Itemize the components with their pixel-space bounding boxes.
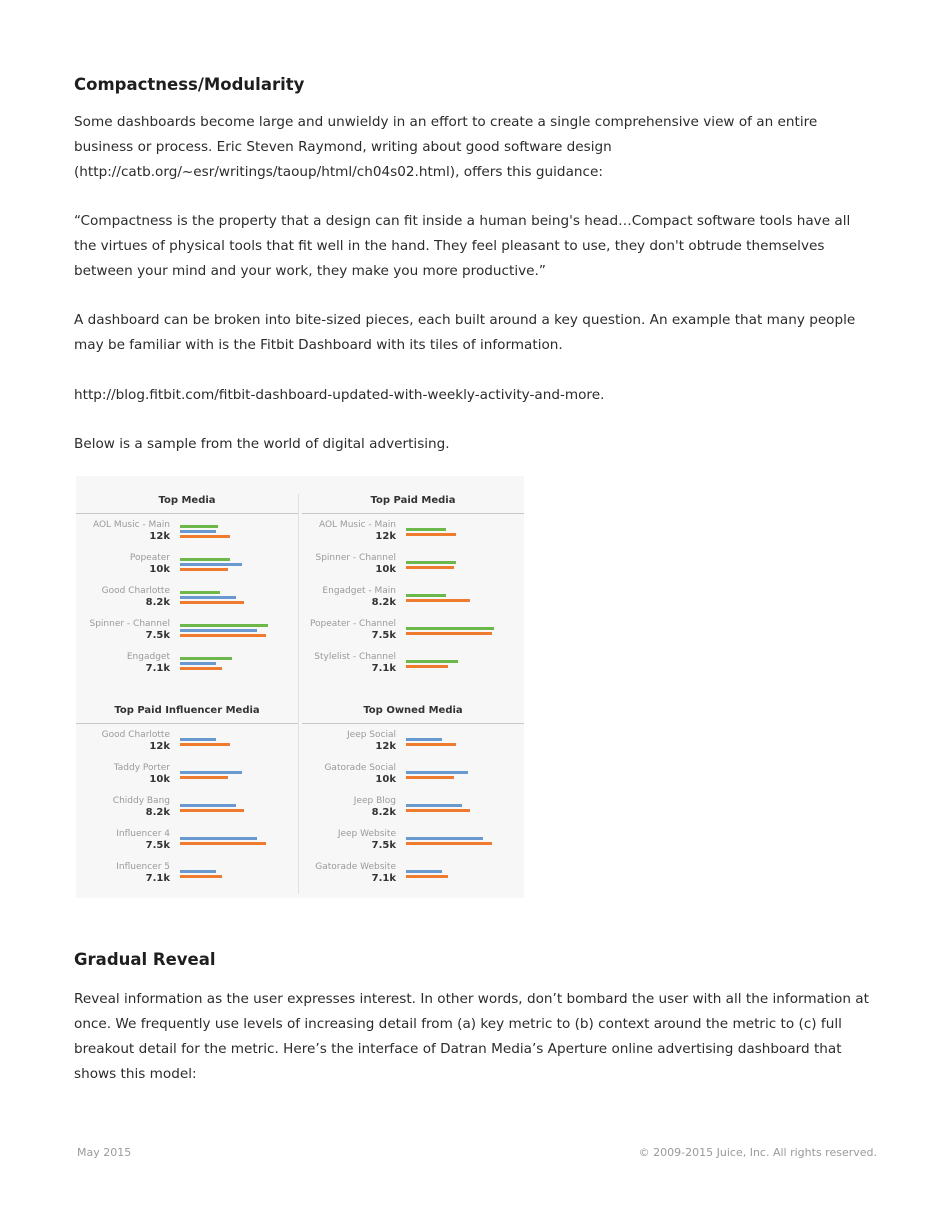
row-label: Engadget - Main (322, 586, 396, 596)
chart-header-rule (302, 513, 524, 514)
chart-panel (302, 686, 524, 896)
paragraph-bite-sized: A dashboard can be broken into bite-sized pieces, each built around a key question. An example that many people may be familiar with is the Fitbit Dashboard with its tiles of information. (74, 312, 856, 353)
chart-row (302, 829, 524, 859)
bar-blue (180, 629, 257, 632)
row-value: 12k (149, 741, 170, 752)
row-value: 7.1k (371, 873, 396, 884)
bar-orange (180, 743, 230, 746)
chart-row (302, 619, 524, 649)
row-value: 7.1k (371, 663, 396, 674)
chart-title: Top Paid Media (370, 495, 456, 506)
row-value: 7.5k (371, 840, 396, 851)
row-label: Spinner - Channel (89, 619, 170, 629)
bar-orange (406, 665, 448, 668)
row-label: Influencer 5 (116, 862, 170, 872)
chart-row (76, 829, 298, 859)
bar-blue (406, 870, 442, 873)
chart-row (76, 652, 298, 682)
row-label: Popeater (129, 553, 170, 563)
row-label: Good Charlotte (101, 730, 170, 740)
row-value: 10k (149, 564, 170, 575)
bar-orange (406, 776, 454, 779)
bar-green (180, 591, 220, 594)
chart-panel (76, 476, 298, 686)
row-label: Gatorade Social (324, 763, 396, 773)
chart-row (302, 862, 524, 892)
bar-orange (406, 632, 492, 635)
chart-row (76, 619, 298, 649)
row-label: Stylelist - Channel (314, 652, 396, 662)
row-value: 10k (375, 774, 396, 785)
chart-row (302, 586, 524, 616)
row-label: Chiddy Bang (112, 796, 170, 806)
row-label: Jeep Website (337, 829, 396, 839)
footer-date: May 2015 (77, 1146, 132, 1159)
chart-row (302, 553, 524, 583)
chart-row (76, 730, 298, 760)
bar-green (406, 594, 446, 597)
row-value: 10k (375, 564, 396, 575)
row-label: Influencer 4 (116, 829, 170, 839)
bar-green (406, 627, 494, 630)
paragraph-intro: Some dashboards become large and unwieldy in an effort to create a single comprehensive view of an entire business or process. Eric Steven Raymond, writing about good software design (http://catb.org/~esr/writings/taoup/html/ch04s02.html), offers this guidance: (74, 114, 818, 180)
bar-green (180, 624, 268, 627)
bar-orange (406, 809, 470, 812)
chart-row (302, 520, 524, 550)
paragraph-sample-intro: Below is a sample from the world of digital advertising. (74, 436, 450, 452)
row-value: 7.1k (145, 663, 170, 674)
chart-row (76, 763, 298, 793)
bar-green (180, 525, 218, 528)
bar-blue (180, 662, 216, 665)
chart-header-rule (76, 513, 298, 514)
panel-divider (298, 494, 299, 894)
row-label: AOL Music - Main (92, 520, 170, 530)
bar-orange (406, 875, 448, 878)
bar-blue (180, 563, 242, 566)
advertising-dashboard-figure (76, 476, 524, 898)
section-heading-gradual-reveal: Gradual Reveal (74, 950, 216, 969)
footer-copyright: © 2009-2015 Juice, Inc. All rights reserved. (638, 1146, 877, 1159)
section-heading-compactness: Compactness/Modularity (74, 75, 305, 94)
bar-orange (180, 634, 266, 637)
row-value: 12k (375, 741, 396, 752)
bar-orange (406, 533, 456, 536)
bar-green (406, 660, 458, 663)
row-label: Gatorade Website (315, 862, 396, 872)
chart-panel (302, 476, 524, 686)
chart-row (76, 553, 298, 583)
fitbit-link[interactable]: http://blog.fitbit.com/fitbit-dashboard-updated-with-weekly-activity-and-more. (74, 387, 605, 403)
bar-blue (180, 870, 216, 873)
row-value: 10k (149, 774, 170, 785)
row-label: Good Charlotte (101, 586, 170, 596)
row-value: 12k (375, 531, 396, 542)
row-value: 12k (149, 531, 170, 542)
bar-orange (180, 875, 222, 878)
chart-panel (76, 686, 298, 896)
bar-blue (180, 837, 257, 840)
row-value: 8.2k (371, 597, 396, 608)
paragraph-gradual-reveal: Reveal information as the user expresses interest. In other words, don’t bombard the user with all the information at once. We frequently use levels of increasing detail from (a) key metric to (b) context around the metric to (c) full breakout detail for the metric. Here’s the interface of Datran Media’s Aperture online advertising dashboard that shows this model: (74, 991, 869, 1082)
chart-row (76, 796, 298, 826)
paragraph-quote: “Compactness is the property that a design can fit inside a human being's head…Compact software tools have all the virtues of physical tools that fit well in the hand. They feel pleasant to use, they don't obtrude themselves between your mind and your work, they make you more productive.” (74, 213, 851, 279)
row-label: Taddy Porter (113, 763, 170, 773)
row-value: 8.2k (371, 807, 396, 818)
row-value: 7.5k (145, 840, 170, 851)
row-label: Jeep Blog (353, 796, 396, 806)
bar-blue (180, 530, 216, 533)
bar-green (406, 528, 446, 531)
chart-header-rule (76, 723, 298, 724)
row-value: 7.5k (371, 630, 396, 641)
chart-row (302, 652, 524, 682)
chart-row (302, 796, 524, 826)
bar-blue (180, 596, 236, 599)
row-value: 8.2k (145, 597, 170, 608)
bar-orange (406, 599, 470, 602)
chart-title: Top Paid Influencer Media (114, 705, 260, 716)
bar-green (406, 561, 456, 564)
bar-orange (180, 535, 230, 538)
row-label: Spinner - Channel (315, 553, 396, 563)
bar-orange (180, 776, 228, 779)
bar-orange (180, 601, 244, 604)
bar-orange (180, 842, 266, 845)
bar-blue (406, 738, 442, 741)
chart-title: Top Owned Media (363, 705, 463, 716)
chart-row (302, 730, 524, 760)
bar-orange (406, 566, 454, 569)
bar-blue (180, 738, 216, 741)
chart-row (302, 763, 524, 793)
bar-orange (180, 809, 244, 812)
bar-orange (180, 667, 222, 670)
bar-blue (180, 804, 236, 807)
row-value: 8.2k (145, 807, 170, 818)
chart-row (76, 862, 298, 892)
bar-blue (406, 804, 462, 807)
row-label: Engadget (126, 652, 170, 662)
bar-orange (406, 743, 456, 746)
chart-header-rule (302, 723, 524, 724)
bar-blue (406, 771, 468, 774)
chart-row (76, 586, 298, 616)
row-label: Jeep Social (347, 730, 396, 740)
chart-title: Top Media (158, 495, 216, 506)
row-label: Popeater - Channel (309, 619, 396, 629)
bar-blue (180, 771, 242, 774)
bar-orange (406, 842, 492, 845)
bar-orange (180, 568, 228, 571)
row-value: 7.1k (145, 873, 170, 884)
bar-green (180, 657, 232, 660)
row-value: 7.5k (145, 630, 170, 641)
row-label: AOL Music - Main (318, 520, 396, 530)
chart-row (76, 520, 298, 550)
bar-blue (406, 837, 483, 840)
bar-green (180, 558, 230, 561)
